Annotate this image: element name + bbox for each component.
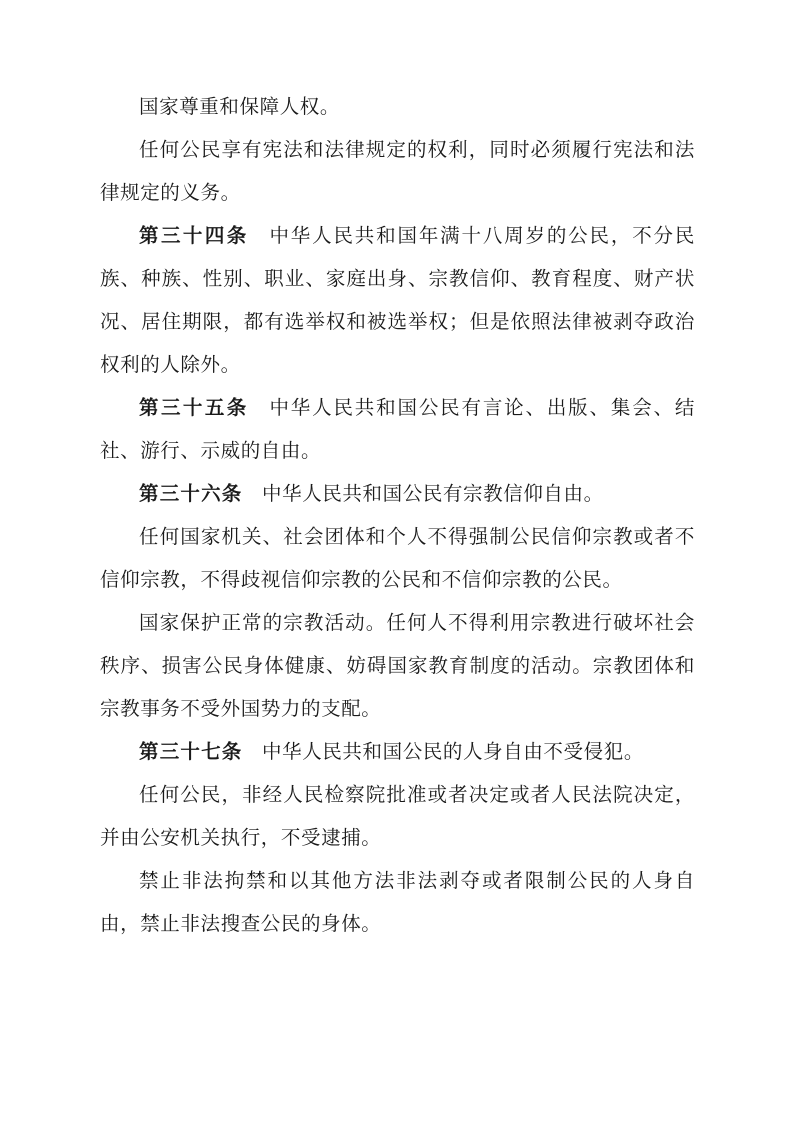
paragraph <box>100 602 695 731</box>
article-label: 第三十四条 <box>139 226 249 247</box>
paragraph-text: 国家尊重和保障人权。 <box>139 97 341 118</box>
paragraph-text: 中华人民共和国公民的人身自由不受侵犯。 <box>262 742 644 763</box>
paragraph <box>100 86 695 129</box>
paragraph-text: 任何公民享有宪法和法律规定的权利，同时必须履行宪法和法律规定的义务。 <box>100 140 695 204</box>
paragraph-text: 任何公民，非经人民检察院批准或者决定或者人民法院决定，并由公安机关执行，不受逮捕。 <box>100 785 695 849</box>
article-label: 第三十七条 <box>139 742 243 763</box>
paragraph <box>100 473 695 516</box>
paragraph-text: 禁止非法拘禁和以其他方法非法剥夺或者限制公民的人身自由，禁止非法搜查公民的身体。 <box>100 871 695 935</box>
paragraph-text: 中华人民共和国公民有言论、出版、集会、结社、游行、示威的自由。 <box>100 398 695 462</box>
article-label: 第三十六条 <box>139 484 243 505</box>
paragraph-text: 国家保护正常的宗教活动。任何人不得利用宗教进行破坏社会秩序、损害公民身体健康、妨碍国家教育制度的活动。宗教团体和宗教事务不受外国势力的支配。 <box>100 613 695 720</box>
paragraph <box>100 860 695 946</box>
paragraph <box>100 215 695 387</box>
document-body <box>100 86 695 946</box>
paragraph <box>100 516 695 602</box>
paragraph-text: 中华人民共和国年满十八周岁的公民，不分民族、种族、性别、职业、家庭出身、宗教信仰、教育程度、财产状况、居住期限，都有选举权和被选举权；但是依照法律被剥夺政治权利的人除外。 <box>100 226 695 376</box>
article-label: 第三十五条 <box>139 398 249 419</box>
paragraph <box>100 731 695 774</box>
paragraph-text: 中华人民共和国公民有宗教信仰自由。 <box>262 484 604 505</box>
paragraph <box>100 129 695 215</box>
paragraph-text: 任何国家机关、社会团体和个人不得强制公民信仰宗教或者不信仰宗教，不得歧视信仰宗教的公民和不信仰宗教的公民。 <box>100 527 695 591</box>
paragraph <box>100 774 695 860</box>
paragraph <box>100 387 695 473</box>
